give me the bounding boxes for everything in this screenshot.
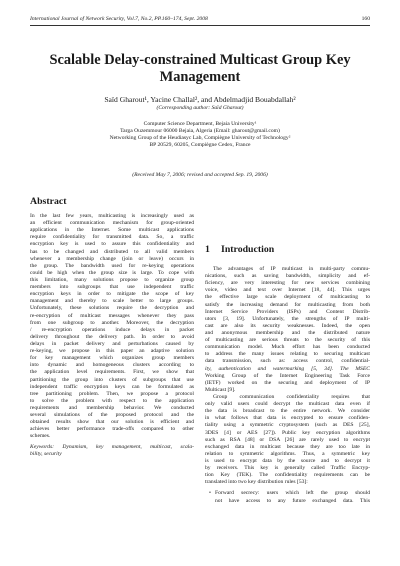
page-number: 160 (361, 16, 370, 22)
intro-line: Working Group of the Internet Engineering Task Force (205, 372, 370, 379)
paper-title (30, 52, 370, 86)
intro-line: in what follows that data is encrypted to ensure confiden- (205, 415, 370, 422)
abstract-line: the group. The bandwidth used for re-keying operations (30, 262, 194, 269)
intro-line: such as RSA [48] or DSA [26] are rarely used to encrypt (205, 436, 370, 443)
intro-line: relation to symmetric algorithms. Thus, a symmetric key (205, 450, 370, 457)
intro-line: voice, video and text over Internet [18, 44]. This urges (205, 287, 370, 294)
intro-line: the effective large scale deployment of multicasting to (205, 294, 370, 301)
received-dates: (Received May 7, 2006; revised and accepted Sep. 19, 2006) (132, 172, 268, 178)
intro-line: (IETF) worked on the securing and deployment of IP (205, 379, 370, 386)
bullet-line: Forward secrecy: users which left the group should (215, 490, 370, 497)
abstract-line: Unfortunately, these solutions require the decryption and (30, 305, 194, 312)
abstract-line: whenever a membership change (join or leave) occurs in (30, 255, 194, 262)
introduction-heading (205, 244, 274, 256)
bullet-line: not have access to any future exchanged data. This (215, 497, 370, 504)
affiliation-line: BP 20529, 60205, Compiègne Cedex, France (149, 142, 251, 149)
title-line-2: Management (159, 69, 241, 85)
abstract-line: to solve the problem with respect to the application (30, 397, 194, 404)
abstract-line: for key management which organizes group members (30, 355, 194, 362)
abstract-line: / re-encryption operations induce delays in packet (30, 326, 194, 333)
intro-line: tion Key (TEK). The confidentiality requirements can be (205, 472, 370, 479)
intro-line: tiality using a symmetric cryptosystem (such as DES [25], (205, 422, 370, 429)
abstract-line: schemes. (30, 433, 51, 440)
section-number: 1 (205, 244, 210, 255)
intro-line: The advantages of IP multicast in multi-party commu- (213, 266, 370, 272)
intro-line: utors [3, 19]. Unfortunately, the strengths of IP multi- (205, 315, 370, 322)
abstract-line: management and thereby to scale better to large groups. (30, 298, 194, 305)
corresponding-author: (Corresponding author: Saïd Gharout) (156, 105, 244, 111)
keywords (30, 444, 194, 451)
affiliation-line: Targa Ouzemmour 06000 Bejaia, Algeria (Email: gharout@gmail.com) (120, 128, 280, 135)
bullet-dot: • (209, 490, 211, 497)
title-line-1: Scalable Delay-constrained Multicast Group Key (49, 52, 351, 68)
abstract-line: achieves better performance trade-offs compared to other (30, 426, 194, 433)
intro-line: only valid users could decrypt the multicast data even if (205, 401, 370, 408)
abstract-line: delivery throughout the delivery path. In order to avoid (30, 333, 194, 340)
header-rule (30, 25, 370, 26)
intro-line: translated into two key distribution rules [53]: (205, 479, 308, 486)
abstract-line: encryption keys in order to mitigate the scope of key (30, 291, 194, 298)
abstract-line: this limitation, many solutions propose to organize group (30, 276, 194, 283)
affiliations (60, 121, 340, 149)
abstract-line: re-encryption of multicast messages whenever they pass (30, 312, 194, 319)
intro-line: data transmission, such as: access control, confidential- (205, 358, 370, 365)
intro-line: cast are also its security weaknesses. Indeed, the open (205, 322, 370, 329)
affiliation-line: Networking Group of the Heudiasyc Lab, Compiègne University of Technology² (109, 135, 291, 142)
intro-line: the data is broadcast to the entire network. We consider (205, 408, 370, 415)
abstract-line: requirements and membership behavior. We conducted (30, 404, 194, 411)
abstract-line: into dynamic and homogeneous clusters according to (30, 362, 194, 369)
intro-line: to address the many issues relating to securing multicast (205, 351, 370, 358)
affiliation-line: Computer Science Department, Bejaia University¹ (143, 121, 257, 127)
abstract-line: members into subgroups that use independent traffic (30, 284, 194, 291)
intro-line: nications, such as saving bandwidth, simplicity and ef- (205, 273, 370, 280)
abstract-line: from one subgroup to another. Moreover, the decryption (30, 319, 194, 326)
intro-line: exchanged data in multicast because they are too late in (205, 443, 370, 450)
intro-line: is used to encrypt data by the source and to decrypt it (205, 457, 370, 464)
intro-line: ity, authentication and watermarking [5, 34]. The MSEC (205, 365, 370, 372)
intro-line: Group communication confidentiality requires that (213, 393, 370, 400)
abstract-line: several simulations of the proposed protocol and the (30, 412, 194, 419)
intro-line: Internet Service Providers (ISPs) and Content Distrib- (205, 308, 370, 315)
keywords-label: Keywords: (30, 443, 55, 450)
abstract-line: delays in packet delivery and perturbations caused by (30, 340, 194, 347)
abstract-line: re-keying, we propose in this paper an adaptive solution (30, 348, 194, 355)
abstract-line: encryption key is used to assure this confidentiality and (30, 241, 194, 248)
abstract-body (30, 213, 194, 458)
abstract-line: independent traffic encryption keys can be formulated as (30, 383, 194, 390)
abstract-line: could be high when the group size is large. To cope with (30, 269, 194, 276)
introduction-body (205, 266, 370, 505)
abstract-line: applications in the Internet. Some multicast applications (30, 227, 194, 234)
abstract-line: an efficient communication mechanism for group-oriented (30, 220, 194, 227)
bullet-body (215, 490, 370, 504)
intro-line: Multicast [9]. (205, 386, 236, 393)
section-title: Introduction (221, 244, 275, 255)
bullet-item (205, 490, 370, 504)
intro-line: by receivers. This key is generally called Traffic Encryp- (205, 465, 370, 472)
abstract-line: obtained results show that our solution is efficient and (30, 419, 194, 426)
keywords-text: Dynamism, key management, multicast, scala- (54, 443, 194, 450)
author-list: Saïd Gharout¹, Yacine Challal², and Abdelmadjid Bouabdallah² (104, 95, 296, 104)
abstract-line: partitioning the group into clusters of subgroups that use (30, 376, 194, 383)
abstract-heading: Abstract (30, 196, 67, 207)
intro-line: and anonymous membership and the distributed nature (205, 329, 370, 336)
running-head (30, 16, 370, 23)
intro-line: of multicasting are serious threats to the security of this (205, 337, 370, 344)
intro-line: 3DES [4] or AES [27]). Public key encryption algorithms (205, 429, 370, 436)
abstract-line: require confidentiality for transmitted data. So, a traffic (30, 234, 194, 241)
intro-line: ficiency, are very interesting for new services combining (205, 280, 370, 287)
abstract-line: tree partitioning problem. Then, we propose a protocol (30, 390, 194, 397)
intro-line: satisfy the increasing demand for multicasting from both (205, 301, 370, 308)
abstract-line: In the last few years, multicasting is increasingly used as (30, 213, 194, 219)
journal-citation: International Journal of Network Security, Vol.7, No.2, PP.160–174, Sept. 2008 (30, 16, 208, 22)
keywords-continued: bility, security (30, 450, 62, 457)
abstract-line: the application level requirements. First, we show that (30, 369, 194, 376)
abstract-line: has to be changed and distributed to all valid members (30, 248, 194, 255)
intro-line: communication model. Much effort has been conducted (205, 344, 370, 351)
